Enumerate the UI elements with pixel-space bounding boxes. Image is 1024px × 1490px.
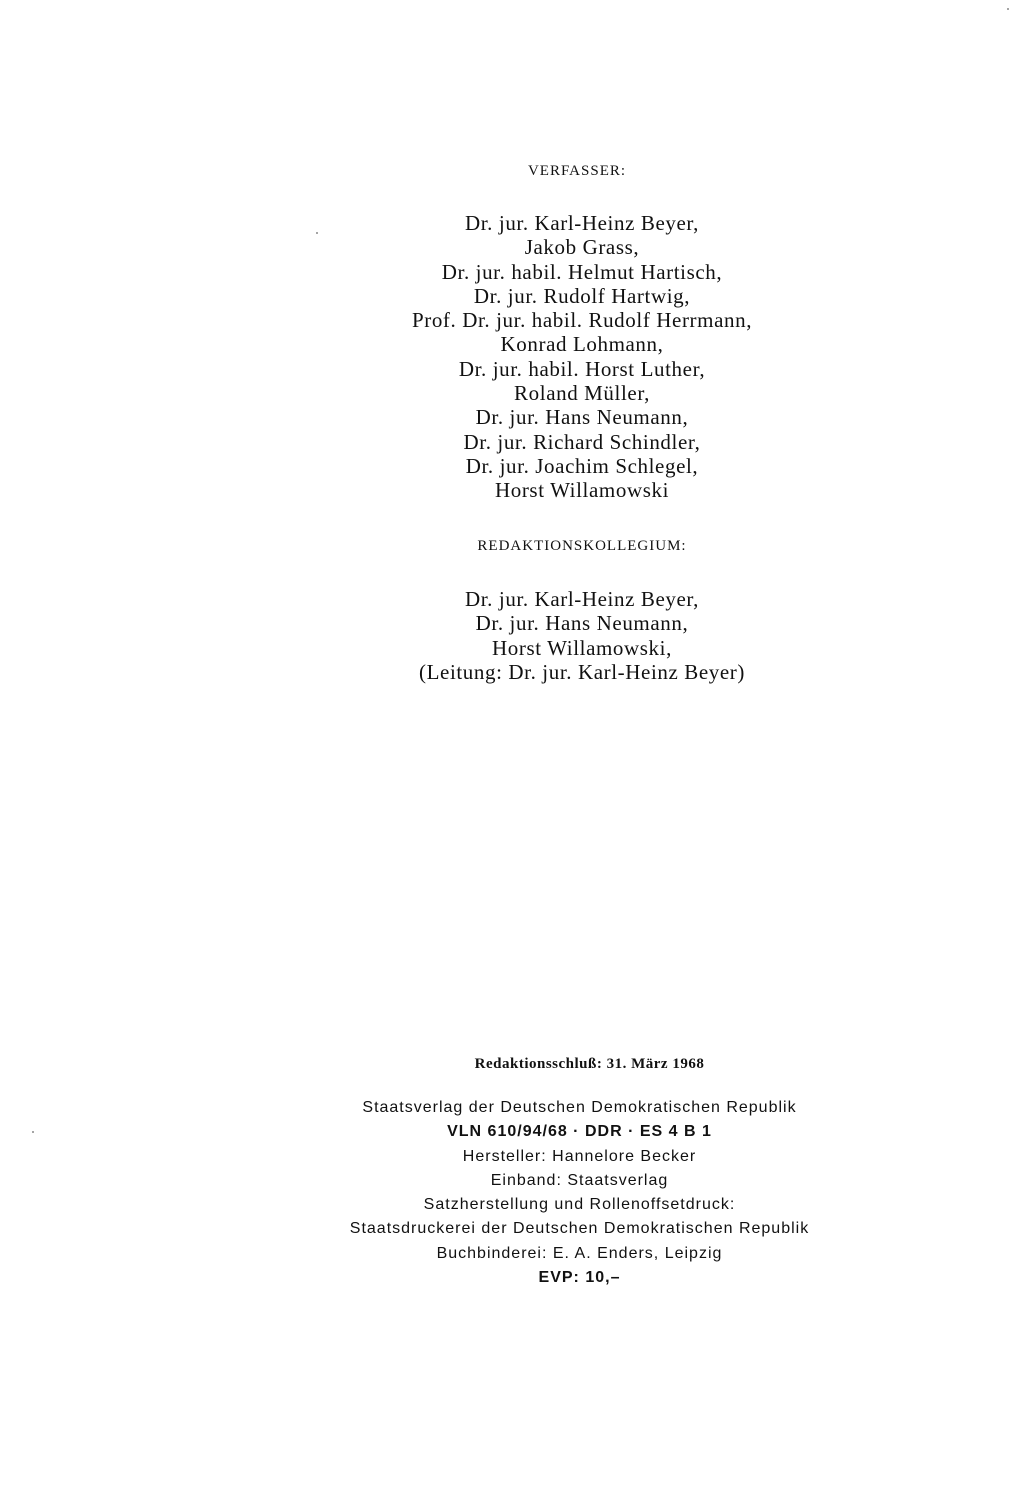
author-name: Dr. jur. habil. Helmut Hartisch,: [441, 259, 723, 284]
author-name: Prof. Dr. jur. habil. Rudolf Herrmann,: [411, 308, 753, 333]
author-name: Jakob Grass,: [524, 235, 640, 260]
imprint-line: Staatsdruckerei der Deutschen Demokratischen Republik: [349, 1220, 810, 1238]
authors-list: [0, 211, 1024, 503]
imprint-block: [0, 1096, 1024, 1290]
scan-speck: [316, 232, 318, 234]
author-name: Dr. jur. Joachim Schlegel,: [465, 453, 699, 478]
author-name: Dr. jur. Richard Schindler,: [463, 429, 701, 454]
scan-speck: [32, 1131, 34, 1133]
author-name: Dr. jur. Karl-Heinz Beyer,: [464, 211, 700, 235]
author-name: Dr. jur. habil. Horst Luther,: [458, 356, 706, 381]
editor-name: Horst Willamowski,: [492, 635, 672, 660]
imprint-line: Hersteller: Hannelore Becker: [462, 1147, 697, 1165]
imprint-line: Buchbinderei: E. A. Enders, Leipzig: [436, 1244, 723, 1262]
editors-list: [0, 587, 1024, 684]
editor-name: Dr. jur. Hans Neumann,: [475, 611, 689, 636]
author-name: Horst Willamowski: [494, 478, 670, 503]
author-name: Konrad Lohmann,: [500, 332, 664, 357]
author-name: Dr. jur. Hans Neumann,: [475, 405, 689, 430]
scan-speck: [1007, 8, 1009, 10]
redaktionsschluss-date: Redaktionsschluß: 31. März 1968: [474, 1056, 705, 1072]
author-name: Roland Müller,: [514, 381, 650, 406]
imprint-line: Einband: Staatsverlag: [490, 1171, 669, 1189]
author-name: Dr. jur. Rudolf Hartwig,: [473, 283, 691, 308]
imprint-line: Staatsverlag der Deutschen Demokratischen Republik: [362, 1099, 797, 1116]
editor-name: (Leitung: Dr. jur. Karl-Heinz Beyer): [419, 659, 745, 684]
editor-name: Dr. jur. Karl-Heinz Beyer,: [464, 587, 700, 611]
imprint-line: EVP: 10,–: [538, 1269, 621, 1287]
imprint-line: Satzherstellung und Rollenoffsetdruck:: [423, 1196, 736, 1214]
redaktionskollegium-heading: REDAKTIONSKOLLEGIUM:: [477, 538, 687, 554]
verfasser-heading: VERFASSER:: [527, 163, 627, 179]
imprint-line: VLN 610/94/68 · DDR · ES 4 B 1: [447, 1123, 712, 1141]
